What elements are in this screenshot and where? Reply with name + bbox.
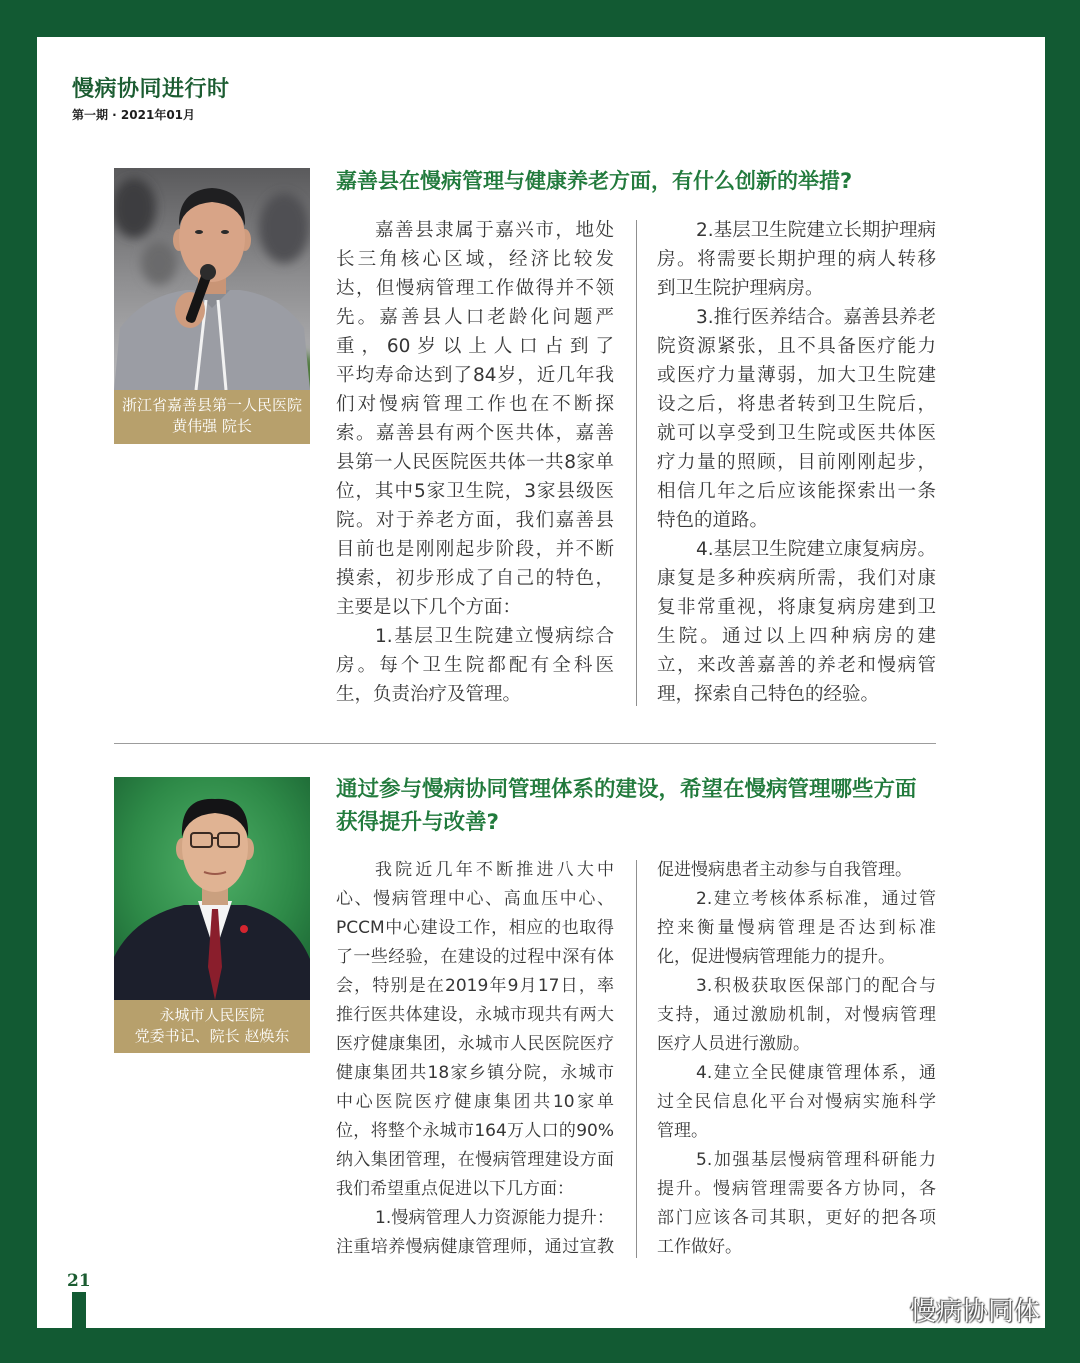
text-line: 促进慢病患者主动参与自我管理。	[657, 860, 912, 880]
caption-organization: 永城市人民医院	[159, 1006, 265, 1024]
column-divider	[636, 860, 637, 1258]
text-line: 会，特别是在2019年9月17日，率	[336, 976, 614, 996]
caption-person: 党委书记、院长 赵焕东	[134, 1027, 290, 1045]
text-line: 们对慢病管理工作也在不断探	[336, 394, 614, 415]
text-line: 纳入集团管理，在慢病管理建设方面	[336, 1150, 614, 1170]
interviewee-photo-1	[114, 168, 310, 390]
text-line: 立，来改善嘉善的养老和慢病管	[657, 655, 936, 676]
text-line: 长三角核心区域，经济比较发	[336, 249, 614, 270]
section-divider	[114, 743, 936, 744]
text-line: 平均寿命达到了84岁，近几年我	[336, 365, 614, 386]
text-line: 提升。慢病管理需要各方协同，各	[657, 1179, 936, 1199]
answer-column-left-1	[336, 216, 614, 709]
question-title-line: 获得提升与改善?	[336, 810, 499, 835]
text-line: 医疗健康集团，永城市人民医院医疗	[336, 1034, 614, 1054]
text-line: 医疗人员进行激励。	[657, 1034, 810, 1054]
text-line: 疗力量的照顾，目前刚刚起步，	[657, 452, 936, 473]
text-line: 院资源紧张，且不具备医疗能力	[657, 336, 936, 357]
text-line: 工作做好。	[657, 1237, 742, 1257]
text-line: 嘉善县隶属于嘉兴市，地处	[375, 220, 614, 241]
text-line: 控来衡量慢病管理是否达到标准	[657, 918, 936, 938]
watermark-text: 慢病协同体	[910, 1297, 1041, 1327]
text-line: 达，但慢病管理工作做得并不领	[336, 278, 614, 299]
text-line: 1.慢病管理人力资源能力提升：	[375, 1208, 614, 1228]
text-line: 摸索，初步形成了自己的特色，	[336, 568, 614, 589]
text-line: 理，探索自己特色的经验。	[657, 684, 880, 705]
text-line: 位，其中5家卫生院，3家县级医	[336, 481, 614, 502]
text-line: 化，促进慢病管理能力的提升。	[657, 947, 895, 967]
text-line: 特色的道路。	[657, 510, 769, 531]
text-line: 康复是多种疾病所需，我们对康	[657, 568, 936, 589]
answer-column-right-2	[657, 856, 936, 1262]
text-line: 我院近几年不断推进八大中	[375, 860, 614, 880]
text-line: 健康集团共18家乡镇分院，永城市	[336, 1063, 614, 1083]
caption-organization: 浙江省嘉善县第一人民医院	[121, 396, 302, 414]
page-number: 21	[67, 1271, 91, 1291]
question-title-1	[336, 168, 852, 194]
text-line: 心、慢病管理中心、高血压中心、	[336, 889, 614, 909]
text-line: 部门应该各司其职，更好的把各项	[657, 1208, 936, 1228]
microphone-head	[200, 264, 216, 280]
text-line: 房。将需要长期护理的病人转移	[657, 249, 936, 270]
photo-caption-1	[114, 390, 310, 444]
text-line: 中心医院医疗健康集团共10家单	[336, 1092, 614, 1112]
text-line: 或医疗力量薄弱，加大卫生院建	[657, 365, 936, 386]
text-line: 复非常重视，将康复病房建到卫	[657, 597, 936, 618]
text-line: 到卫生院护理病房。	[657, 278, 824, 299]
text-line: 先。嘉善县人口老龄化问题严	[336, 307, 614, 328]
wechat-icon	[866, 1296, 902, 1328]
photo-caption-2	[114, 1000, 310, 1053]
text-line: 1.基层卫生院建立慢病综合	[375, 626, 614, 647]
eye-left	[195, 230, 203, 234]
answer-column-right-1	[657, 216, 936, 709]
text-line: 我们希望重点促进以下几方面：	[336, 1179, 574, 1199]
text-line: 3.积极获取医保部门的配合与	[696, 976, 936, 996]
text-line: 目前也是刚刚起步阶段，并不断	[336, 539, 614, 560]
caption-person: 黄伟强 院长	[172, 417, 252, 435]
text-line: 索。嘉善县有两个医共体，嘉善	[336, 423, 614, 444]
text-line: 就可以享受到卫生院或医共体医	[657, 423, 936, 444]
question-title-line: 嘉善县在慢病管理与健康养老方面，有什么创新的举措?	[336, 169, 853, 193]
page-marker-bar	[72, 1292, 86, 1328]
column-divider	[636, 220, 637, 706]
question-title-line: 通过参与慢病协同管理体系的建设，希望在慢病管理哪些方面	[336, 777, 917, 802]
question-title-2	[336, 773, 917, 839]
text-line: 位，将整个永城市164万人口的90%	[336, 1121, 614, 1141]
text-line: PCCM中心建设工作，相应的也取得	[336, 918, 614, 938]
party-badge	[240, 925, 248, 933]
text-line: 生，负责治疗及管理。	[336, 684, 522, 705]
text-line: 过全民信息化平台对慢病实施科学	[657, 1092, 936, 1112]
text-line: 管理。	[657, 1121, 708, 1141]
text-line: 2.基层卫生院建立长期护理病	[696, 220, 936, 241]
text-line: 重，60岁以上人口占到了	[336, 336, 614, 357]
text-line: 推行医共体建设，永城市现共有两大	[336, 1005, 614, 1025]
text-line: 主要是以下几个方面：	[336, 597, 522, 618]
text-line: 了一些经验，在建设的过程中深有体	[336, 947, 614, 967]
eye-right	[221, 230, 229, 234]
interviewee-photo-2	[114, 777, 310, 1000]
text-line: 县第一人民医院医共体一共8家单	[336, 452, 614, 473]
text-line: 3.推行医养结合。嘉善县养老	[696, 307, 936, 328]
text-line: 设之后，将患者转到卫生院后，	[657, 394, 936, 415]
issue-date: 第一期 · 2021年01月	[72, 108, 196, 122]
text-line: 院。对于养老方面，我们嘉善县	[336, 510, 614, 531]
text-line: 2.建立考核体系标准，通过管	[696, 889, 936, 909]
text-line: 4.基层卫生院建立康复病房。	[696, 539, 936, 560]
text-line: 相信几年之后应该能探索出一条	[657, 481, 936, 502]
text-line: 注重培养慢病健康管理师，通过宣教	[336, 1237, 614, 1257]
text-line: 生院。通过以上四种病房的建	[657, 626, 936, 647]
text-line: 4.建立全民健康管理体系，通	[696, 1063, 936, 1083]
answer-column-left-2	[336, 856, 614, 1262]
text-line: 5.加强基层慢病管理科研能力	[696, 1150, 936, 1170]
text-line: 支持，通过激励机制，对慢病管理	[657, 1005, 936, 1025]
text-line: 房。每个卫生院都配有全科医	[336, 655, 614, 676]
magazine-title: 慢病协同进行时	[72, 77, 230, 102]
